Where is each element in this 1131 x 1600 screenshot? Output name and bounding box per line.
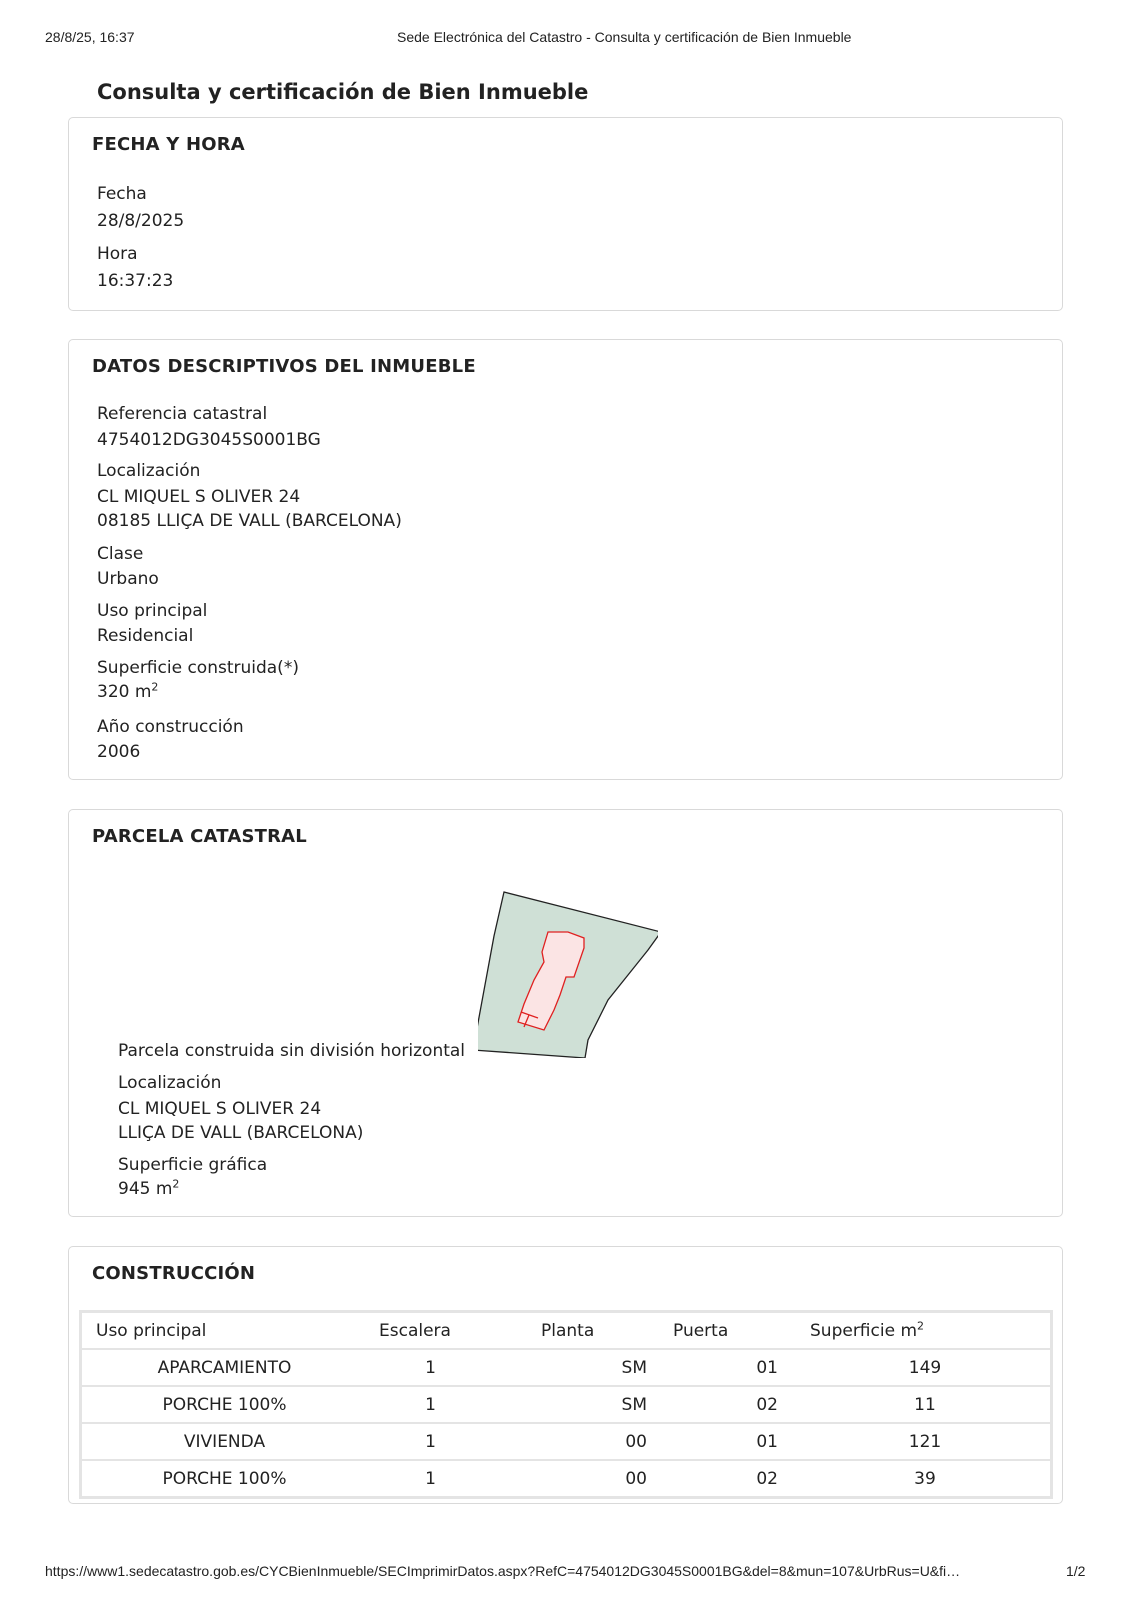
parcela-superficie-value: 945 $m^2$ [118,1177,180,1199]
cell-escalera: 1 [425,1468,436,1489]
parcela-tipo: Parcela construida sin división horizontal [118,1041,466,1061]
cell-escalera: 1 [379,1423,541,1460]
hora-value: 16:37:23 [97,271,174,291]
datos-descriptivos-card [68,339,1063,780]
cell-planta: 00 [541,1423,673,1460]
referencia-label: Referencia catastral [97,404,268,424]
anio-value: 2006 [97,742,141,762]
parcela-superficie-label: Superficie gráfica [118,1155,268,1175]
header-puerta: Puerta [673,1312,810,1350]
hora-label: Hora [97,244,138,264]
fecha-hora-card [68,117,1063,311]
page-title: Consulta y certificación de Bien Inmueble [97,80,589,104]
localizacion-line2: 08185 LLIÇA DE VALL (BARCELONA) [97,511,402,531]
parcela-localizacion-label: Localización [118,1073,222,1093]
card-title: DATOS DESCRIPTIVOS DEL INMUEBLE [92,356,476,377]
cell-superficie: 149 [810,1349,1052,1386]
cell-escalera: 1 [379,1386,541,1423]
cell-puerta: 01 [673,1423,810,1460]
cell-planta: 00 [625,1468,647,1489]
cell-uso: VIVIENDA [81,1423,380,1460]
header-superficie: Superficie $m^2$ [810,1312,1052,1350]
card-title: FECHA Y HORA [92,134,245,155]
anio-label: Año construcción [97,717,244,737]
table-row [81,1423,1052,1460]
header-escalera: Escalera [379,1312,541,1350]
uso-value: Residencial [97,626,194,646]
cell-escalera: 1 [379,1349,541,1386]
card-title: CONSTRUCCIÓN [92,1263,256,1284]
referencia-value: 4754012DG3045S0001BG [97,430,321,450]
cell-planta: SM [541,1349,673,1386]
table-row [81,1460,1052,1498]
header-planta: Planta [541,1312,673,1350]
table-row [81,1386,1052,1423]
print-url: https://www1.sedecatastro.gob.es/CYCBienInmueble/SECImprimirDatos.aspx?RefC=4754012DG3045S0001BG&del=8&mun=107&UrbRus=U&fi… [45,1563,961,1579]
construccion-card [68,1246,1063,1504]
fecha-label: Fecha [97,184,147,204]
cell-superficie: 121 [810,1423,1052,1460]
cell-puerta: 01 [673,1349,810,1386]
clase-label: Clase [97,544,144,564]
localizacion-label: Localización [97,461,201,481]
print-page-number: 1/2 [1066,1563,1086,1579]
cell-uso: APARCAMIENTO [81,1349,380,1386]
print-datetime: 28/8/25, 16:37 [45,29,135,45]
header-uso: Uso principal [81,1312,380,1350]
localizacion-line1: CL MIQUEL S OLIVER 24 [97,487,301,507]
cell-puerta: 02 [673,1386,810,1423]
cell-uso: PORCHE 100% [162,1468,287,1489]
uso-label: Uso principal [97,601,208,621]
superficie-value: 320 $m^2$ [97,680,159,702]
cell-uso: PORCHE 100% [81,1386,380,1423]
cell-puerta: 02 [756,1468,778,1489]
cell-superficie: 11 [810,1386,1052,1423]
parcela-localizacion-line2: LLIÇA DE VALL (BARCELONA) [118,1123,364,1143]
table-header-row [81,1312,1052,1350]
construccion-table [79,1310,1053,1499]
cell-superficie: 39 [914,1468,936,1489]
superficie-label: Superficie construida(*) [97,658,299,678]
parcel-plan-map [478,880,658,1058]
print-document-title: Sede Electrónica del Catastro - Consulta y certificación de Bien Inmueble [397,29,852,45]
parcela-localizacion-line1: CL MIQUEL S OLIVER 24 [118,1099,322,1119]
fecha-value: 28/8/2025 [97,211,185,231]
card-title: PARCELA CATASTRAL [92,826,307,847]
cell-planta: SM [541,1386,673,1423]
table-row [81,1349,1052,1386]
clase-value: Urbano [97,569,159,589]
